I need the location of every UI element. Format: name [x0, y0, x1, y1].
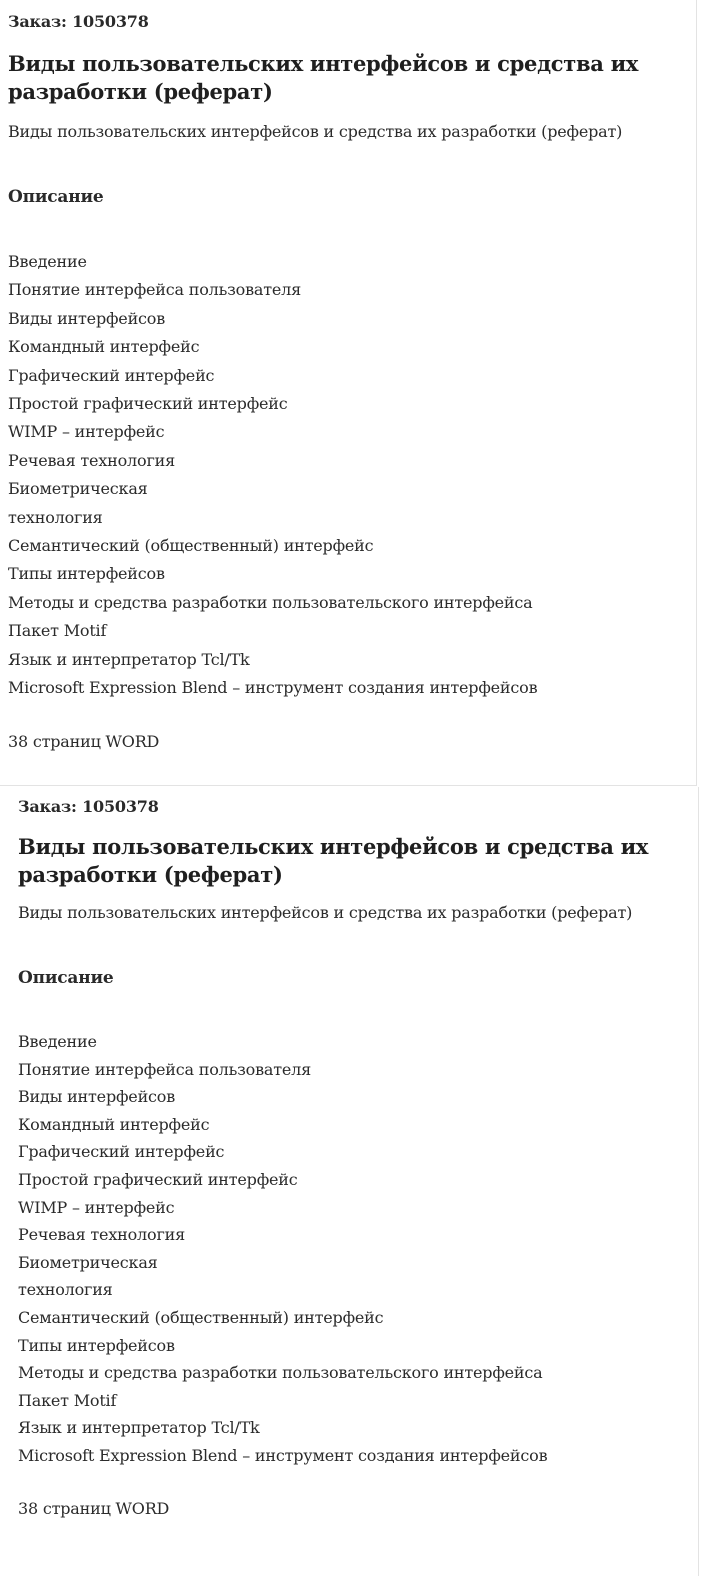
toc-item: технология — [18, 1280, 113, 1300]
toc-item: Биометрическая — [8, 479, 148, 499]
pages-info: 38 страниц WORD — [8, 732, 160, 751]
description-heading: Описание — [8, 187, 104, 207]
toc-item: WIMP – интерфейс — [8, 422, 165, 442]
order-number: Заказ: 1050378 — [18, 797, 159, 816]
toc-item: Виды интерфейсов — [18, 1087, 176, 1107]
toc-item: Графический интерфейс — [8, 365, 215, 385]
order-subtitle: Виды пользовательских интерфейсов и средства их разработки (реферат) — [8, 122, 623, 141]
toc-item: Типы интерфейсов — [18, 1335, 175, 1355]
toc-item: Microsoft Expression Blend – инструмент создания интерфейсов — [8, 678, 538, 698]
toc-item: Речевая технология — [18, 1225, 185, 1245]
toc-item: WIMP – интерфейс — [18, 1197, 175, 1217]
order-card — [2, 787, 699, 1576]
toc-item: Семантический (общественный) интерфейс — [18, 1307, 384, 1327]
order-title[interactable]: Виды пользовательских интерфейсов и средства их разработки (реферат) — [18, 834, 649, 887]
toc-item: Простой графический интерфейс — [18, 1169, 298, 1189]
description-heading: Описание — [18, 968, 114, 988]
toc-item: Речевая технология — [8, 450, 175, 470]
toc-item: Графический интерфейс — [18, 1142, 225, 1162]
pages-info: 38 страниц WORD — [18, 1499, 170, 1518]
toc-item: Язык и интерпретатор Tcl/Tk — [18, 1418, 260, 1438]
toc-item: Простой графический интерфейс — [8, 394, 288, 414]
toc-item: Методы и средства разработки пользовательского интерфейса — [8, 592, 533, 612]
toc-item: Командный интерфейс — [18, 1114, 210, 1134]
toc-item: Введение — [8, 252, 87, 271]
toc-item: Виды интерфейсов — [8, 308, 166, 328]
toc-item: Семантический (общественный) интерфейс — [8, 536, 374, 556]
toc-item: Пакет Motif — [8, 621, 107, 641]
toc-item: Пакет Motif — [18, 1390, 117, 1410]
order-title[interactable]: Виды пользовательских интерфейсов и средства их разработки (реферат) — [8, 51, 639, 104]
toc-item: Типы интерфейсов — [8, 564, 165, 584]
toc-item: Понятие интерфейса пользователя — [8, 280, 302, 300]
toc-item: Введение — [18, 1032, 97, 1051]
toc-item: Биометрическая — [18, 1252, 158, 1272]
toc-item: технология — [8, 507, 103, 527]
order-card — [0, 0, 697, 786]
toc-item: Понятие интерфейса пользователя — [18, 1059, 312, 1079]
toc-item: Методы и средства разработки пользовательского интерфейса — [18, 1363, 543, 1383]
order-subtitle: Виды пользовательских интерфейсов и средства их разработки (реферат) — [18, 903, 633, 922]
toc-item: Язык и интерпретатор Tcl/Tk — [8, 649, 250, 669]
table-of-contents — [18, 1028, 698, 1470]
table-of-contents — [8, 248, 688, 703]
toc-item: Microsoft Expression Blend – инструмент создания интерфейсов — [18, 1445, 548, 1465]
toc-item: Командный интерфейс — [8, 337, 200, 357]
order-number: Заказ: 1050378 — [8, 12, 149, 31]
